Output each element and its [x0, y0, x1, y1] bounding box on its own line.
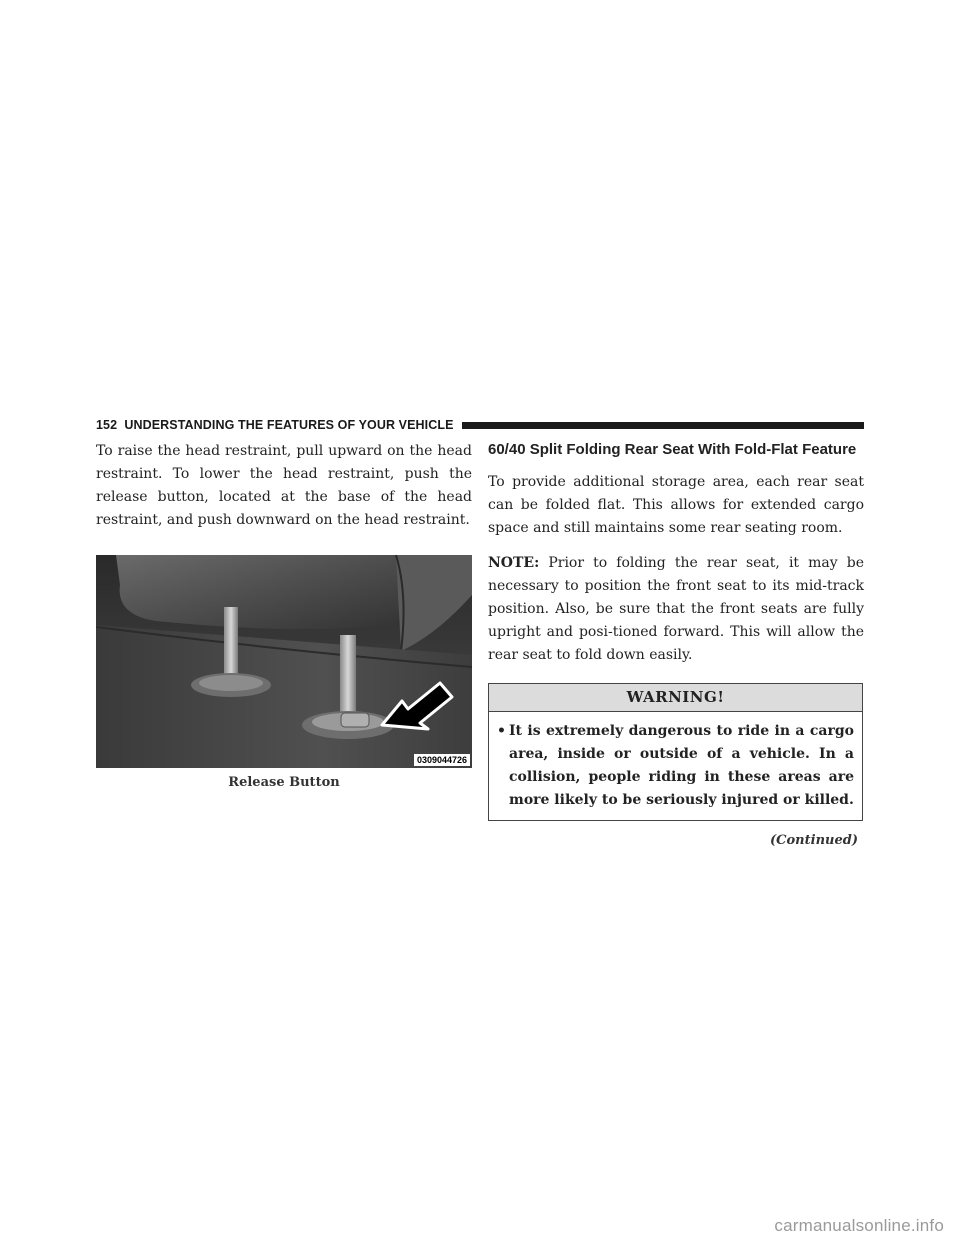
warning-text: It is extremely dangerous to ride in a cargo area, inside or outside of a vehicle. In a collision, people riding in these areas are more likely to be seriously injured or killed. [509, 723, 854, 808]
warning-body [489, 712, 862, 820]
page-header [96, 418, 864, 432]
warning-title: WARNING! [489, 684, 862, 712]
section-title: UNDERSTANDING THE FEATURES OF YOUR VEHICLE [124, 418, 454, 432]
section-heading: 60/40 Split Folding Rear Seat With Fold-Flat Feature [488, 441, 857, 458]
warning-box [488, 683, 863, 821]
note-label: NOTE: [488, 555, 540, 571]
left-column [96, 440, 472, 790]
storage-paragraph: To provide additional storage area, each rear seat can be folded flat. This allows for extended cargo space and still maintains some rear seating room. [488, 474, 864, 536]
figure-code: 0309044726 [414, 754, 470, 766]
page-number: 152 [96, 418, 118, 432]
note-text: Prior to folding the rear seat, it may be necessary to position the front seat to its mid-track position. Also, be sure that the front seats are fully upright and posi-tioned forward. This will allow the rear seat to fold down easily. [488, 555, 864, 663]
bullet-icon: • [497, 723, 506, 739]
head-restraint-illustration [96, 555, 472, 768]
note-paragraph [488, 552, 864, 667]
figure-caption: Release Button [228, 775, 340, 790]
continued-label: (Continued) [770, 833, 858, 848]
release-button-figure [96, 555, 472, 790]
watermark: carmanualsonline.info [774, 1216, 944, 1235]
header-title [96, 418, 454, 432]
header-rule [462, 422, 864, 429]
right-column [488, 440, 864, 848]
head-restraint-paragraph: To raise the head restraint, pull upward on the head restraint. To lower the head restraint, push the release button, located at the base of the head restraint, and push downward on the head restraint. [96, 443, 472, 528]
release-button-photo [96, 555, 472, 768]
